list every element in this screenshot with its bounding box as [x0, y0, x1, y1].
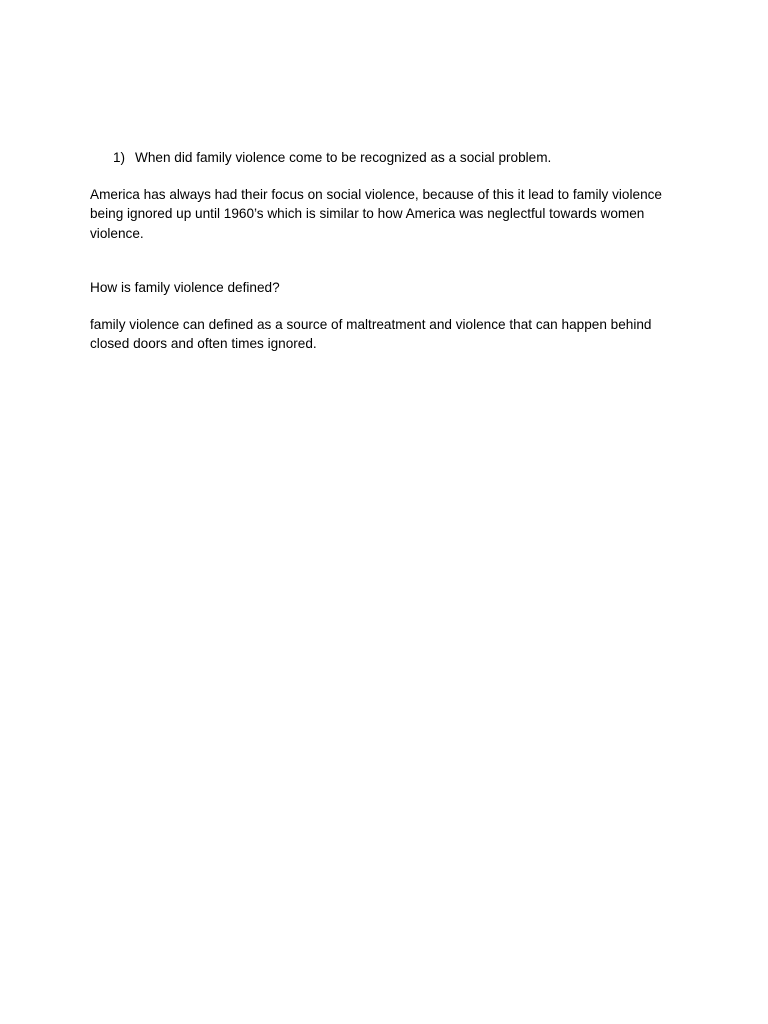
answer-1: America has always had their focus on social violence, because of this it lead to family violence being ignored up until 1960’s which is similar to how America was neglectful towards women violence.	[90, 186, 662, 241]
answer-2: family violence can defined as a source of maltreatment and violence that can happen behind closed doors and often times ignored.	[90, 316, 652, 351]
question-2: How is family violence defined?	[90, 280, 280, 295]
question-1	[113, 148, 690, 168]
spacer	[90, 260, 690, 278]
question-1-number: 1)	[113, 150, 126, 165]
document-body	[90, 148, 690, 371]
question-1-text: When did family violence come to be recognized as a social problem.	[135, 150, 552, 165]
